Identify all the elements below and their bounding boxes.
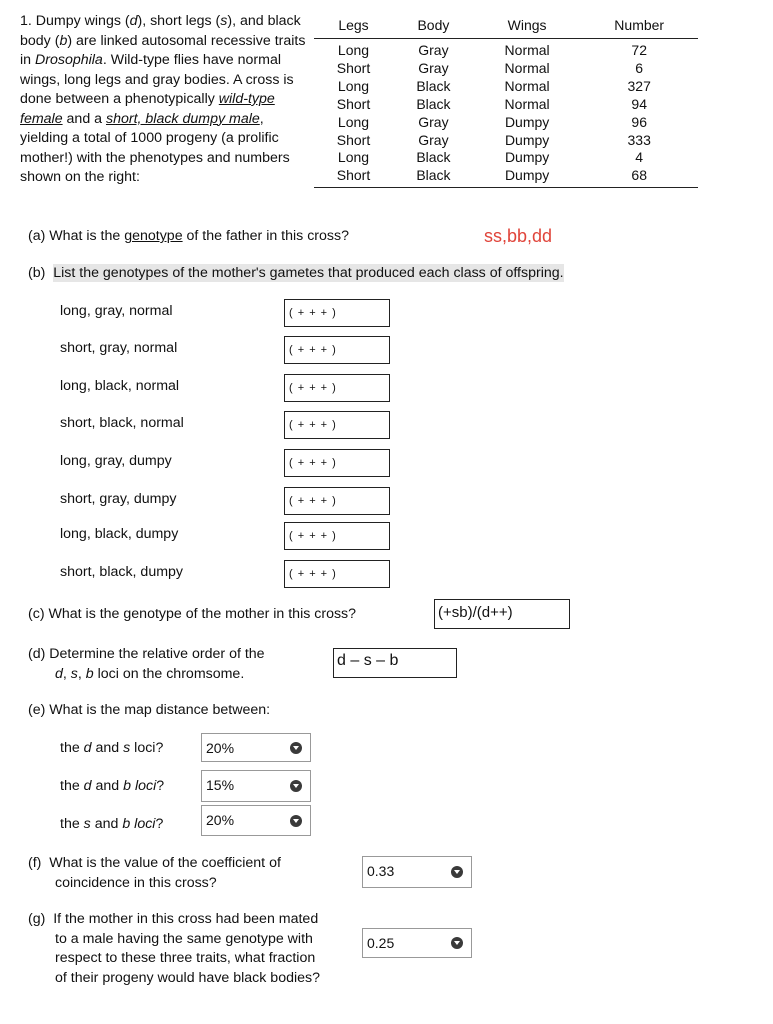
- chevron-down-circle-icon: [451, 937, 463, 949]
- chevron-down-circle-icon: [290, 780, 302, 792]
- chevron-down-circle-icon: [290, 815, 302, 827]
- intro-d: d: [129, 13, 138, 29]
- table-row: [314, 96, 698, 114]
- table-header: Number: [580, 15, 698, 39]
- distance-d-s-label: the d and s loci?: [60, 740, 164, 756]
- table-cell: Short: [336, 59, 371, 76]
- table-cell: Black: [416, 95, 451, 112]
- intro-wild-type-female: wild-type female: [20, 91, 275, 127]
- father-genotype-answer: ss,bb,dd: [484, 226, 553, 246]
- table-cell: Gray: [418, 42, 449, 58]
- table-cell: Dumpy: [504, 113, 550, 130]
- intro-text: , yielding a total of 1000 progeny (a prolific mother!) with the phenotypes and numbers shown on the right:: [20, 110, 290, 185]
- table-row: [314, 78, 698, 96]
- gamete-class-label: short, black, normal: [60, 415, 184, 431]
- question-d: (d) Determine the relative order of the d, s, b loci on the chromsome.: [28, 646, 265, 682]
- question-f: (f) What is the value of the coefficient of coincidence in this cross?: [28, 855, 281, 891]
- question-b-text: List the genotypes of the mother's gametes that produced each class of offspring.: [53, 265, 564, 281]
- distance-s-b-select[interactable]: 20%: [201, 805, 311, 836]
- gamete-class-label: short, gray, dumpy: [60, 491, 177, 507]
- table-cell: Gray: [418, 59, 449, 76]
- black-fraction-select[interactable]: 0.25: [362, 928, 472, 958]
- table-cell: Black: [416, 149, 451, 166]
- table-cell: Dumpy: [504, 131, 550, 148]
- gamete-genotype-box[interactable]: ( + + + ): [284, 560, 390, 588]
- table-cell: Long: [337, 149, 370, 166]
- table-cell: Normal: [504, 59, 550, 76]
- table-cell: Short: [336, 131, 371, 148]
- table-header: Legs: [314, 15, 393, 39]
- table-cell: 4: [635, 149, 644, 166]
- intro-text: 1. Dumpy wings (: [20, 13, 130, 29]
- distance-d-s-select[interactable]: 20%: [201, 733, 311, 762]
- table-header-row: [314, 15, 698, 39]
- table-cell: 96: [631, 113, 647, 130]
- table-cell: Normal: [504, 42, 550, 58]
- table-cell: Black: [416, 77, 451, 94]
- table-row: [314, 60, 698, 78]
- gamete-genotype-box[interactable]: ( + + + ): [284, 336, 390, 364]
- table-row: [314, 167, 698, 187]
- table-cell: Short: [314, 167, 393, 187]
- table-cell: 327: [627, 77, 651, 94]
- intro-text: ) are linked autosomal recessive traits in: [20, 32, 306, 68]
- gamete-genotype-box[interactable]: ( + + + ): [284, 487, 390, 515]
- table-cell: Gray: [418, 131, 449, 148]
- gamete-class-label: long, black, normal: [60, 378, 180, 394]
- table-cell: 68: [580, 167, 698, 187]
- table-row: [314, 39, 698, 60]
- question-c: (c) What is the genotype of the mother in this cross?: [28, 606, 357, 622]
- intro-s: s: [220, 13, 228, 29]
- table-row: [314, 132, 698, 150]
- distance-d-b-label: the d and b loci?: [60, 778, 165, 794]
- gamete-genotype-box[interactable]: ( + + + ): [284, 522, 390, 550]
- gamete-genotype-box[interactable]: ( + + + ): [284, 299, 390, 327]
- question-g: (g) If the mother in this cross had been mated to a male having the same genotype with respect to these three traits, what fraction of their progeny would have black bodies?: [28, 911, 321, 986]
- gamete-class-label: short, black, dumpy: [60, 564, 184, 580]
- table-row: [314, 114, 698, 132]
- table-cell: Black: [393, 167, 474, 187]
- table-cell: Short: [336, 95, 371, 112]
- gamete-class-label: long, black, dumpy: [60, 526, 179, 542]
- table-cell: Gray: [418, 113, 449, 130]
- table-row: [314, 149, 698, 167]
- table-cell: 94: [631, 95, 647, 112]
- distance-s-b-label: the s and b loci?: [60, 816, 164, 832]
- table-cell: 72: [631, 42, 647, 58]
- table-cell: Dumpy: [474, 167, 581, 187]
- chevron-down-circle-icon: [451, 866, 463, 878]
- problem-intro: [20, 12, 310, 188]
- gamete-class-label: short, gray, normal: [60, 340, 178, 356]
- gamete-genotype-box[interactable]: ( + + + ): [284, 449, 390, 477]
- coincidence-select[interactable]: 0.33: [362, 856, 472, 888]
- intro-text: . Wild-type flies have normal wings, long legs and gray bodies. A cross is done between a phenotypically: [20, 52, 294, 107]
- mother-genotype-answer[interactable]: (+sb)/(d++): [434, 599, 570, 629]
- gamete-class-label: long, gray, dumpy: [60, 453, 172, 469]
- table-header: Body: [393, 15, 474, 39]
- locus-order-answer[interactable]: d – s – b: [333, 648, 457, 678]
- genotype-underlined: genotype: [124, 228, 183, 244]
- table-cell: Long: [337, 42, 370, 58]
- gamete-genotype-box[interactable]: ( + + + ): [284, 411, 390, 439]
- intro-drosophila: Drosophila: [34, 52, 103, 68]
- chevron-down-circle-icon: [290, 742, 302, 754]
- intro-text: ), and black body (: [20, 13, 301, 49]
- question-e: (e) What is the map distance between:: [28, 702, 271, 718]
- table-cell: Long: [337, 113, 370, 130]
- intro-b: b: [59, 32, 68, 49]
- intro-short-black-dumpy-male: short, black dumpy male: [105, 110, 260, 127]
- table-cell: Normal: [504, 95, 550, 112]
- table-cell: 6: [635, 59, 644, 76]
- table-header: Wings: [474, 15, 581, 39]
- distance-d-b-select[interactable]: 15%: [201, 770, 311, 802]
- intro-text: ), short legs (: [137, 13, 221, 29]
- table-cell: Dumpy: [504, 149, 550, 166]
- question-a: (a) What is the genotype of the father in this cross?: [28, 228, 349, 244]
- table-cell: Long: [337, 77, 370, 94]
- gamete-genotype-box[interactable]: ( + + + ): [284, 374, 390, 402]
- table-cell: 333: [627, 131, 651, 148]
- phenotype-table: [314, 15, 698, 188]
- question-b: (b) List the genotypes of the mother's gametes that produced each class of offspring.: [28, 265, 564, 281]
- gamete-class-label: long, gray, normal: [60, 303, 173, 319]
- intro-text: and a: [62, 110, 106, 127]
- table-cell: Normal: [504, 77, 550, 94]
